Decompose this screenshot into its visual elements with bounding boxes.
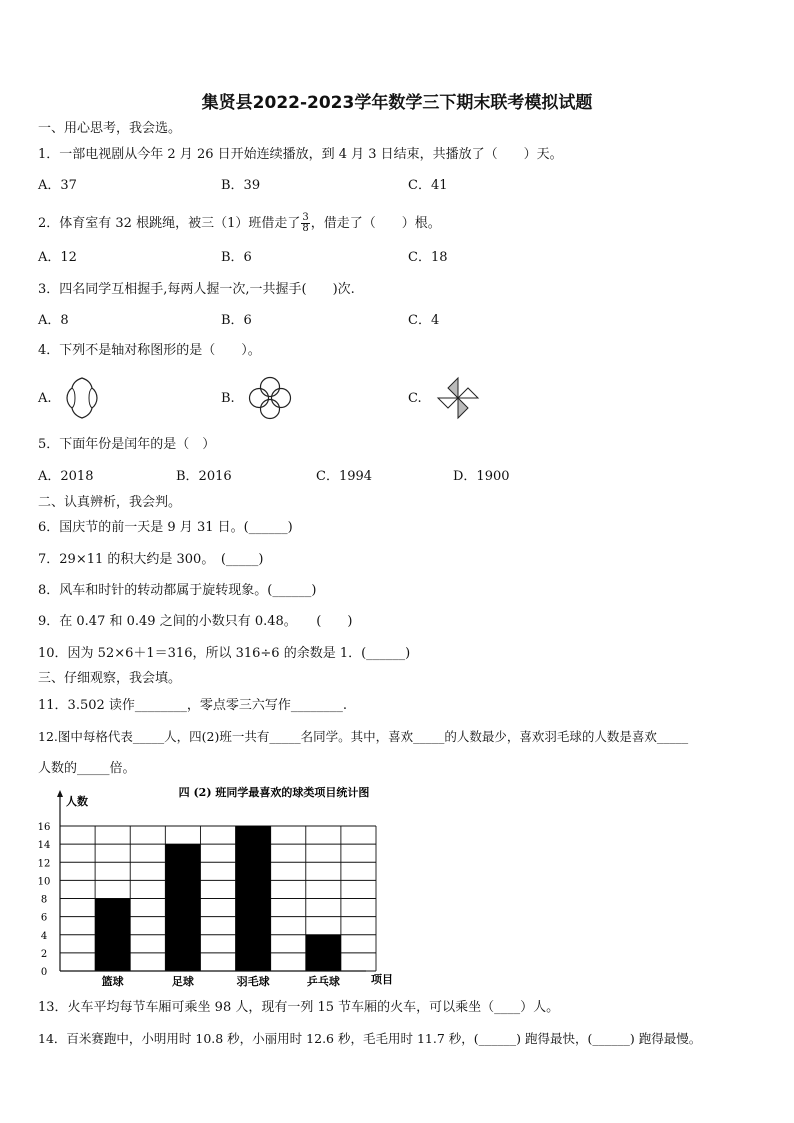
question-14: 14．百米赛跑中，小明用时 10.8 秒，小丽用时 12.6 秒，毛毛用时 11.7 秒，(______) 跑得最快，(______) 跑得最慢。 (38, 1031, 702, 1046)
q2-option-a[interactable]: A．12 (38, 250, 77, 265)
q4-option-c[interactable]: C. (408, 391, 422, 406)
x-tick-label: 乒乓球 (306, 975, 340, 988)
four-circles-shape-icon (246, 376, 294, 420)
y-tick-label: 6 (40, 912, 48, 924)
q2-option-c[interactable]: C．18 (408, 250, 448, 265)
chart-x-ticks (102, 974, 340, 988)
section-heading-1: 一、用心思考，我会选。 (38, 121, 182, 136)
question-8: 8．风车和时针的转动都属于旋转现象。(______) (38, 583, 317, 598)
bar (165, 844, 200, 971)
y-tick-label: 8 (40, 894, 48, 906)
chart-y-axis-label: 人数 (66, 795, 88, 808)
q2-option-b[interactable]: B．6 (221, 250, 252, 265)
x-tick-label: 篮球 (101, 975, 124, 988)
chart-y-ticks (38, 822, 51, 978)
q3-option-c[interactable]: C．4 (408, 313, 440, 328)
question-7: 7．29×11 的积大约是 300。 (_____) (38, 552, 264, 567)
bar (236, 826, 271, 971)
q3-option-a[interactable]: A．8 (38, 313, 69, 328)
y-tick-label: 4 (40, 930, 48, 942)
question-2-text-end: ，借走了（ ）根。 (310, 216, 441, 231)
y-tick-label: 2 (40, 948, 48, 960)
chart-title: 四 (2) 班同学最喜欢的球类项目统计图 (178, 786, 370, 799)
section-heading-2: 二、认真辨析，我会判。 (38, 495, 182, 510)
q4-option-a[interactable]: A. (38, 391, 52, 406)
x-tick-label: 足球 (171, 975, 194, 988)
pinwheel-shape-icon (434, 374, 482, 422)
y-tick-label: 16 (37, 822, 51, 833)
symmetric-shape-a-icon (64, 376, 100, 420)
q5-option-c[interactable]: C．1994 (316, 469, 373, 484)
question-6: 6．国庆节的前一天是 9 月 31 日。(______) (38, 520, 293, 535)
question-2 (38, 213, 441, 234)
y-tick-label: 14 (37, 840, 51, 852)
question-3: 3．四名同学互相握手,每两人握一次,一共握手( )次. (38, 282, 355, 297)
q4-option-b[interactable]: B. (221, 391, 235, 406)
fraction-denominator: 8 (302, 223, 309, 234)
q1-option-a[interactable]: A．37 (38, 178, 77, 193)
question-13: 13．火车平均每节车厢可乘坐 98 人，现有一列 15 节车厢的火车，可以乘坐（____）人。 (38, 1000, 560, 1015)
y-tick-label: 10 (37, 876, 51, 888)
x-tick-label: 羽毛球 (236, 975, 270, 988)
question-12-line-2: 人数的_____倍。 (38, 761, 136, 776)
question-10: 10．因为 52×6＋1＝316，所以 316÷6 的余数是 1．(______) (38, 646, 411, 661)
y-tick-label: 0 (40, 967, 48, 978)
question-1: 1．一部电视剧从今年 2 月 26 日开始连续播放，到 4 月 3 日结束，共播放了（ ）天。 (38, 147, 563, 162)
section-heading-3: 三、仔细观察，我会填。 (38, 671, 182, 686)
question-5: 5．下面年份是闰年的是（ ） (38, 437, 216, 452)
q5-option-d[interactable]: D．1900 (453, 469, 510, 484)
chart-x-axis-label: 项目 (371, 973, 393, 986)
bar (95, 899, 130, 972)
bar-chart (30, 778, 410, 992)
q1-option-c[interactable]: C．41 (408, 178, 448, 193)
question-2-text: 2．体育室有 32 根跳绳，被三（1）班借走了 (38, 216, 301, 231)
q5-option-b[interactable]: B．2016 (176, 469, 232, 484)
q3-option-b[interactable]: B．6 (221, 313, 252, 328)
page-title: 集贤县2022-2023学年数学三下期末联考模拟试题 (201, 93, 593, 113)
question-4: 4．下列不是轴对称图形的是（ ）。 (38, 343, 261, 358)
question-11: 11．3.502 读作________，零点零三六写作________. (38, 698, 348, 713)
fraction-numerator: 3 (302, 212, 309, 223)
question-12-line-1: 12.图中每格代表_____人，四(2)班一共有_____名同学。其中，喜欢_____的人数最少，喜欢羽毛球的人数是喜欢_____ (38, 729, 689, 744)
q5-option-a[interactable]: A．2018 (38, 469, 94, 484)
question-9: 9．在 0.47 和 0.49 之间的小数只有 0.48。 ( ) (38, 614, 353, 629)
fraction (301, 213, 309, 234)
y-axis-arrow-icon (57, 790, 63, 797)
q1-option-b[interactable]: B．39 (221, 178, 261, 193)
bar (306, 935, 341, 971)
y-tick-label: 12 (37, 858, 51, 870)
